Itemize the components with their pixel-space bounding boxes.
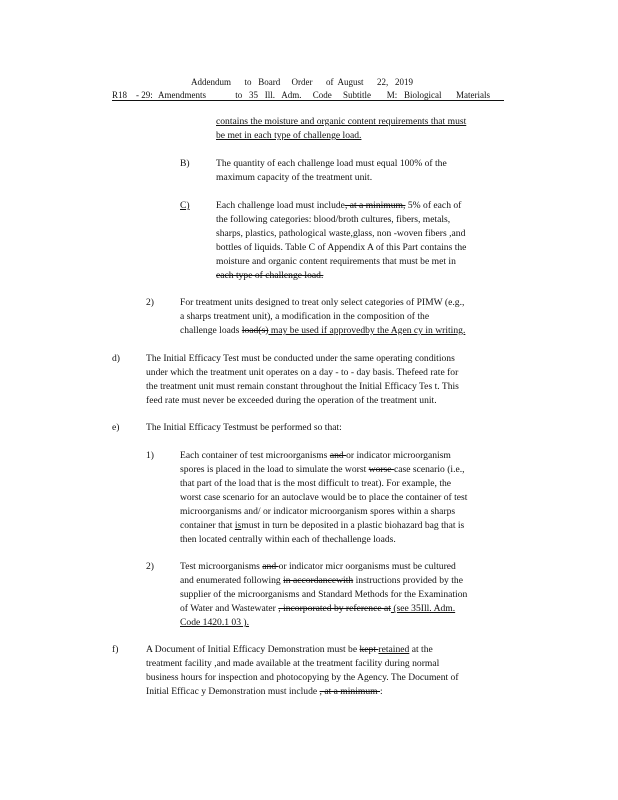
text-line: maximum capacity of the treatment unit. [216, 172, 373, 183]
item-label-f: f) [112, 644, 119, 655]
text-span: at the [409, 644, 433, 655]
text-line: sharps, plastics, pathological waste,glass, non -woven fibers ,and [216, 228, 466, 239]
inserted-text: Code 1420.1 03 ). [180, 617, 250, 628]
header-line-2-left: R18 - 29: [112, 90, 153, 100]
struck-text: load(s) [241, 325, 269, 336]
item-b-paragraph [216, 157, 531, 185]
text-span: : [380, 686, 383, 697]
inserted-text: is [234, 520, 242, 531]
item-d-paragraph [146, 352, 538, 408]
text-span: instructions provided by the [353, 575, 463, 586]
item-label-d: d) [112, 353, 120, 364]
text-span: A Document of Initial Efficacy Demonstration must be [146, 644, 360, 655]
text-line: a sharps treatment unit), a modification in the composition of the [180, 311, 430, 322]
item-f-paragraph [146, 643, 542, 699]
text-line: supplier of the microorganisms and Standard Methods for the Examination [180, 589, 468, 600]
text-span: 5% of each of [405, 200, 462, 211]
item-label-e1: 1) [146, 450, 154, 461]
text-line: The Initial Efficacy Test must be conducted under the same operating conditions [146, 353, 455, 364]
text-line: business hours for inspection and photocopying by the Agency. The Document of [146, 672, 459, 683]
struck-text: in accordancewith [283, 575, 354, 586]
text-span: of Water and Wastewater [180, 603, 279, 614]
text-line: treatment facility ,and made available at the treatment facility during normal [146, 658, 440, 669]
inserted-text: (see 35Ill. Adm. [390, 603, 456, 614]
text-line: The quantity of each challenge load must equal 100% of the [216, 158, 447, 169]
item-label-e: e) [112, 422, 120, 433]
item-c-paragraph [216, 199, 536, 283]
header-rule [112, 100, 504, 101]
text-span: spores is placed in the load to simulate the worst [180, 464, 369, 475]
struck-text: worse [368, 464, 394, 475]
struck-text: and [262, 561, 279, 572]
text-line: bottles of liquids. Table C of Appendix A of this Part contains the [216, 242, 467, 253]
header-line-2-right: Materials [456, 90, 490, 100]
inserted-text: may be used if approvedby the Agen cy in writing. [268, 325, 466, 336]
struck-text: , at a minimum, [344, 200, 406, 211]
text-line: under which the treatment unit operates on a day - to - day basis. Thefeed rate for [146, 367, 459, 378]
text-span: Test microorganisms [180, 561, 263, 572]
item-label-c: C) [180, 200, 190, 211]
text-span: and enumerated following [180, 575, 284, 586]
text-line: the following categories: blood/broth cultures, fibers, metals, [216, 214, 451, 225]
text-line: feed rate must never be exceeded during the operation of the treatment unit. [146, 395, 437, 406]
text-line: that part of the load that is the most difficult to treat). For example, the [180, 478, 452, 489]
text-line: For treatment units designed to treat only select categories of PIMW (e.g., [180, 297, 465, 308]
item-2-paragraph [180, 296, 535, 338]
text-span: Initial Efficac y Demonstration must include [146, 686, 320, 697]
struck-text: , at a minimum [319, 686, 381, 697]
text-line: contains the moisture and organic content requirements that must [216, 116, 467, 127]
item-e-paragraph [146, 421, 538, 435]
text-line: then located centrally within each of thechallenge loads. [180, 534, 396, 545]
struck-text: and [329, 450, 347, 461]
text-span: Each challenge load must include [216, 200, 345, 211]
struck-text: kept [359, 644, 379, 655]
text-line: worst case scenario for an autoclave would be to place the container of test [180, 492, 468, 503]
text-span: or indicator micr oorganisms must be cultured [278, 561, 456, 572]
text-line: moisture and organic content requirements that must be met in [216, 256, 456, 267]
text-span: must in turn be deposited in a plastic biohazard bag that is [241, 520, 465, 531]
continuation-paragraph [216, 115, 531, 143]
item-e2-paragraph [180, 560, 540, 630]
item-label-e2: 2) [146, 561, 154, 572]
text-line: The Initial Efficacy Testmust be performed so that: [146, 422, 342, 433]
text-span: case scenario (i.e., [393, 464, 465, 475]
text-span: Each container of test microorganisms [180, 450, 330, 461]
text-line: be met in each type of challenge load. [216, 130, 362, 141]
inserted-text: retained [378, 644, 410, 655]
item-label-b: B) [180, 158, 190, 169]
item-e1-paragraph [180, 449, 542, 547]
text-span: or indicator microorganism [346, 450, 451, 461]
text-line: the treatment unit must remain constant throughout the Initial Efficacy Tes t. This [146, 381, 459, 392]
text-span: container that [180, 520, 235, 531]
text-span: challenge loads [180, 325, 240, 336]
header-line-1: Addendum to Board Order of August 22, 2019 [191, 77, 413, 87]
text-line: microorganisms and/ or indicator microorganism spores within a sharps [180, 506, 456, 517]
struck-text: , incorporated by reference at [278, 603, 391, 614]
struck-text: each type of challenge load. [216, 270, 324, 281]
header-line-2-mid: Amendments to 35 Ill. Adm. Code Subtitle M: Biological [158, 90, 442, 100]
item-label-2: 2) [146, 297, 154, 308]
